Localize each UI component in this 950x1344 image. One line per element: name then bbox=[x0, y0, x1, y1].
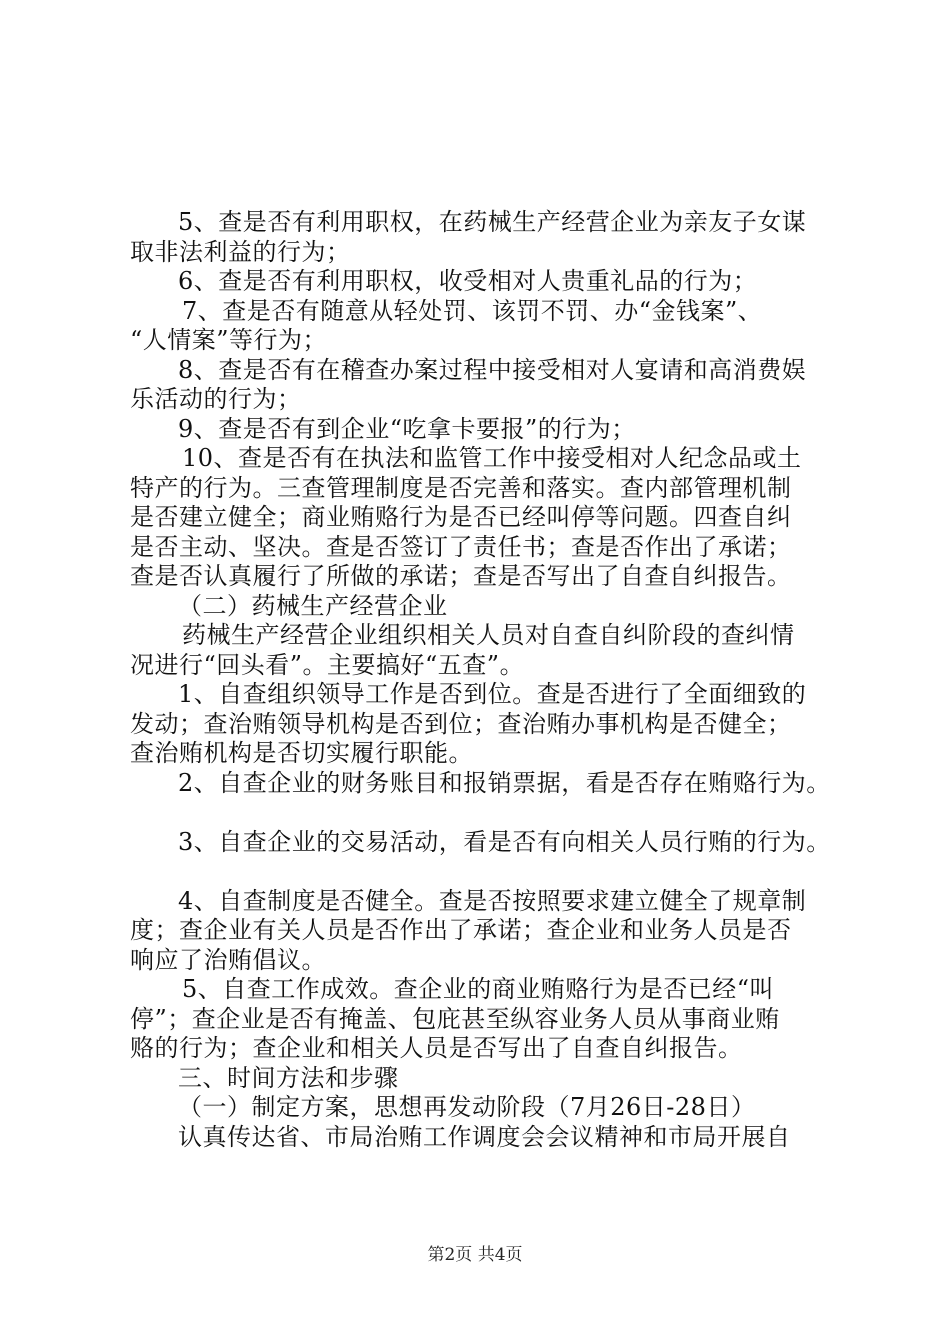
paragraph-line: 查是否认真履行了所做的承诺；查是否写出了自查自纠报告。 bbox=[130, 562, 792, 590]
paragraph-line: 药械生产经营企业组织相关人员对自查自纠阶段的查纠情 bbox=[182, 621, 795, 649]
paragraph-line: 5、自查工作成效。查企业的商业贿赂行为是否已经“叫 bbox=[182, 975, 775, 1003]
paragraph-line: “人情案”等行为； bbox=[130, 326, 328, 354]
paragraph-line: 7、查是否有随意从轻处罚、该罚不罚、办“金钱案”、 bbox=[182, 296, 763, 325]
document-body bbox=[130, 208, 830, 1152]
paragraph-line: 2、自查企业的财务账目和报销票据，看是否存在贿赂行为。 bbox=[178, 768, 831, 797]
paragraph-line: 8、查是否有在稽查办案过程中接受相对人宴请和高消费娱 bbox=[178, 355, 807, 384]
paragraph-line: 1、自查组织领导工作是否到位。查是否进行了全面细致的 bbox=[178, 680, 807, 708]
paragraph-line: 5、查是否有利用职权，在药械生产经营企业为亲友子女谋 bbox=[178, 208, 807, 236]
paragraph-line: 特产的行为。三查管理制度是否完善和落实。查内部管理机制 bbox=[130, 473, 792, 502]
paragraph-line: 10、查是否有在执法和监管工作中接受相对人纪念品或土 bbox=[182, 444, 802, 472]
paragraph-line: 6、查是否有利用职权，收受相对人贵重礼品的行为； bbox=[178, 267, 758, 295]
paragraph-line: 响应了治贿倡议。 bbox=[130, 945, 326, 974]
paragraph-line: 度；查企业有关人员是否作出了承诺；查企业和业务人员是否 bbox=[130, 916, 792, 944]
paragraph-line: 发动；查治贿领导机构是否到位；查治贿办事机构是否健全； bbox=[130, 709, 792, 738]
paragraph-line: 9、查是否有到企业“吃拿卡要报”的行为； bbox=[178, 414, 636, 443]
paragraph-line: 况进行“回头看”。主要搞好“五查”。 bbox=[130, 650, 525, 679]
page-number-footer: 第2页 共4页 bbox=[427, 1245, 523, 1265]
blank-line bbox=[130, 798, 830, 828]
paragraph-line: 是否建立健全；商业贿赂行为是否已经叫停等问题。四查自纠 bbox=[130, 503, 792, 531]
paragraph-line: 是否主动、坚决。查是否签订了责任书；查是否作出了承诺； bbox=[130, 532, 792, 561]
section-heading: （二）药械生产经营企业 bbox=[178, 591, 448, 620]
paragraph-line: 4、自查制度是否健全。查是否按照要求建立健全了规章制 bbox=[178, 886, 807, 915]
paragraph-line: 取非法利益的行为； bbox=[130, 237, 351, 266]
paragraph-line: 赂的行为；查企业和相关人员是否写出了自查自纠报告。 bbox=[130, 1034, 743, 1062]
paragraph-line: 3、自查企业的交易活动，看是否有向相关人员行贿的行为。 bbox=[178, 827, 831, 856]
paragraph-line: 查治贿机构是否切实履行职能。 bbox=[130, 739, 473, 767]
paragraph-line: 停”；查企业是否有掩盖、包庇甚至纵容业务人员从事商业贿 bbox=[130, 1004, 780, 1033]
blank-line bbox=[130, 857, 830, 887]
paragraph-line: 乐活动的行为； bbox=[130, 385, 302, 413]
subsection-heading: （一）制定方案，思想再发动阶段（7月26日-28日） bbox=[178, 1093, 756, 1121]
paragraph-line: 认真传达省、市局治贿工作调度会会议精神和市局开展自 bbox=[178, 1122, 791, 1151]
section-heading: 三、时间方法和步骤 bbox=[178, 1063, 399, 1092]
